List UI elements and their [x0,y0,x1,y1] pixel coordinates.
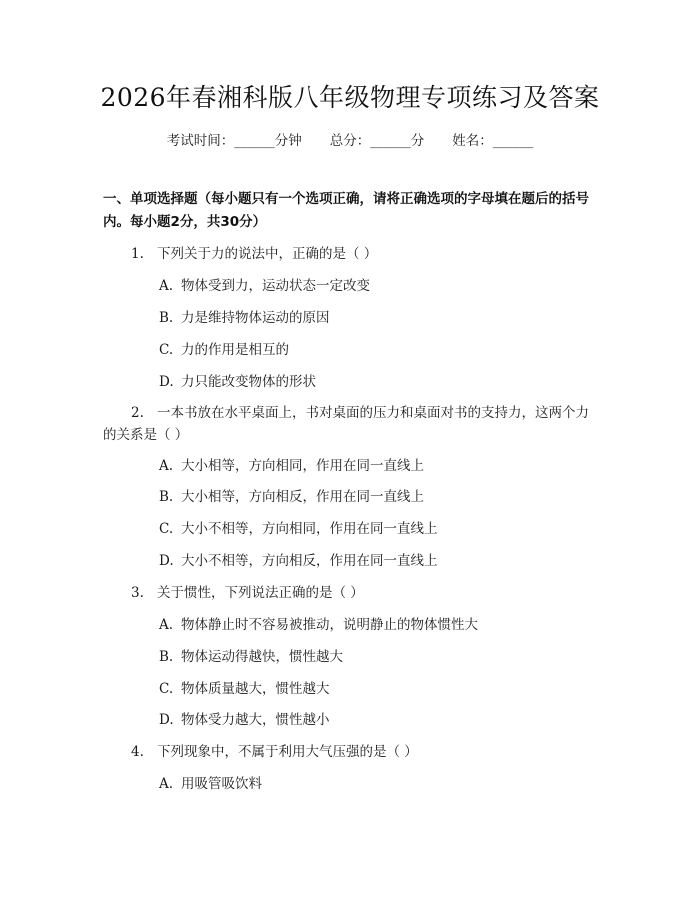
question-text: 下列关于力的说法中，正确的是（ ） [157,246,378,262]
question-2-option-a [159,456,424,476]
option-letter: D. [159,374,174,390]
option-text: 物体质量越大，惯性越大 [181,681,330,697]
question-3-option-b [159,647,343,667]
question-text: 关于惯性，下列说法正确的是（ ） [157,585,364,601]
option-letter: A. [159,776,174,792]
question-4 [131,742,418,762]
option-letter: B. [159,310,174,326]
option-letter: C. [159,342,174,358]
exam-meta-line [0,131,700,151]
exam-time-field: 考试时间：______分钟 [166,133,302,149]
option-text: 物体受到力，运动状态一定改变 [181,278,370,294]
question-number: 3. [131,585,144,601]
option-letter: A. [159,458,174,474]
option-text: 物体静止时不容易被推动，说明静止的物体惯性大 [181,617,478,633]
option-letter: B. [159,649,174,665]
option-letter: D. [159,553,174,569]
question-2-option-c [159,519,438,539]
option-letter: A. [159,617,174,633]
option-letter: C. [159,681,174,697]
question-2-option-b [159,487,424,507]
question-2-option-d [159,551,438,571]
student-name-field: 姓名：______ [452,133,534,149]
question-2 [131,403,589,423]
option-letter: D. [159,712,174,728]
question-text: 下列现象中，不属于利用大气压强的是（ ） [157,744,418,760]
question-3-option-a [159,615,478,635]
section-heading: 一、单项选择题（每小题只有一个选项正确，请将正确选项的字母填在题后的括号内。每小题2分，共30分） [103,191,589,230]
question-3-option-c [159,679,330,699]
option-text: 大小相等，方向相反，作用在同一直线上 [181,489,424,505]
question-number: 2. [131,405,144,421]
question-2-continuation: 的关系是（ ） [103,427,189,443]
question-1-option-b [159,308,330,328]
question-number: 1. [131,246,144,262]
option-text: 大小相等，方向相同，作用在同一直线上 [181,458,424,474]
option-text: 物体受力越大，惯性越小 [181,712,330,728]
question-1-option-c [159,340,289,360]
option-letter: A. [159,278,174,294]
option-letter: B. [159,489,174,505]
option-text: 力是维持物体运动的原因 [181,310,330,326]
question-1-option-a [159,276,370,296]
option-letter: C. [159,521,174,537]
option-text: 物体运动得越快，惯性越大 [181,649,343,665]
question-number: 4. [131,744,144,760]
option-text: 大小不相等，方向相同，作用在同一直线上 [181,521,438,537]
question-1-option-d [159,372,316,392]
question-3 [131,583,364,603]
option-text: 力的作用是相互的 [181,342,289,358]
option-text: 用吸管吸饮料 [181,776,262,792]
option-text: 力只能改变物体的形状 [181,374,316,390]
question-text: 一本书放在水平桌面上，书对桌面的压力和桌面对书的支持力，这两个力 [157,405,589,421]
question-4-option-a [159,774,262,794]
option-text: 大小不相等，方向相反，作用在同一直线上 [181,553,438,569]
total-score-field: 总分：______分 [329,133,425,149]
question-1 [131,244,377,264]
page-title: 2026年春湘科版八年级物理专项练习及答案 [100,83,600,112]
question-3-option-d [159,710,330,730]
